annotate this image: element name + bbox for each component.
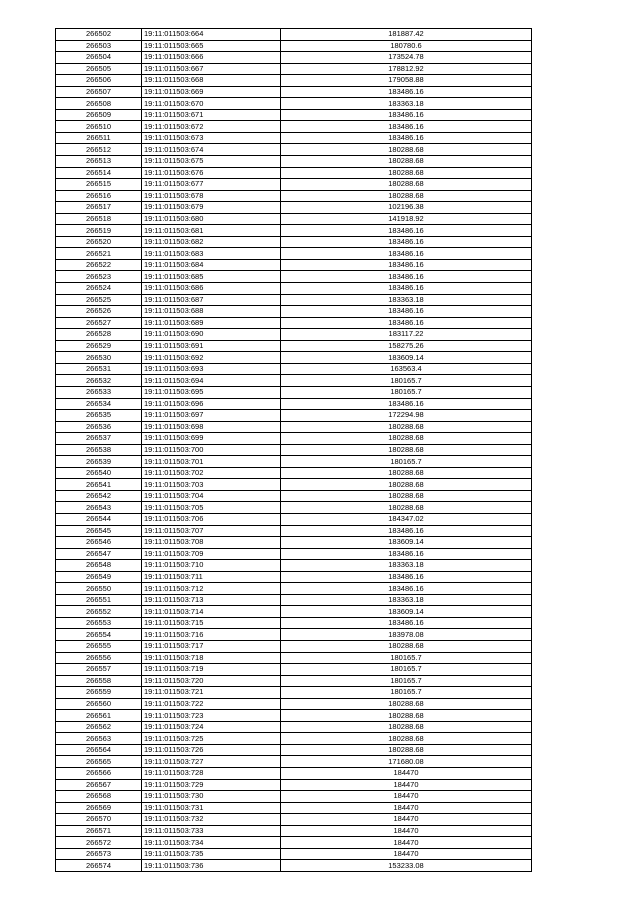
value-cell: 163563.4 (281, 363, 532, 375)
row-number-cell: 266514 (56, 167, 142, 179)
cadastral-number-cell: 19:11:011503:708 (142, 537, 281, 549)
table-row (56, 652, 532, 664)
row-number-cell: 266537 (56, 433, 142, 445)
table-row (56, 306, 532, 318)
row-number-cell: 266544 (56, 513, 142, 525)
value-cell: 153233.08 (281, 860, 532, 872)
table-row (56, 490, 532, 502)
value-cell: 180288.68 (281, 444, 532, 456)
row-number-cell: 266510 (56, 121, 142, 133)
value-cell: 183486.16 (281, 617, 532, 629)
table-row (56, 791, 532, 803)
row-number-cell: 266572 (56, 837, 142, 849)
cadastral-number-cell: 19:11:011503:676 (142, 167, 281, 179)
value-cell: 183486.16 (281, 317, 532, 329)
value-cell: 180288.68 (281, 421, 532, 433)
cadastral-number-cell: 19:11:011503:732 (142, 814, 281, 826)
cadastral-number-cell: 19:11:011503:685 (142, 271, 281, 283)
row-number-cell: 266526 (56, 306, 142, 318)
table-row (56, 271, 532, 283)
row-number-cell: 266502 (56, 29, 142, 41)
row-number-cell: 266553 (56, 617, 142, 629)
cadastral-number-cell: 19:11:011503:731 (142, 802, 281, 814)
table-row (56, 802, 532, 814)
cadastral-number-cell: 19:11:011503:677 (142, 179, 281, 191)
table-row (56, 768, 532, 780)
cadastral-number-cell: 19:11:011503:674 (142, 144, 281, 156)
value-cell: 183486.16 (281, 271, 532, 283)
row-number-cell: 266541 (56, 479, 142, 491)
value-cell: 180288.68 (281, 640, 532, 652)
value-cell: 180288.68 (281, 144, 532, 156)
cadastral-number-cell: 19:11:011503:664 (142, 29, 281, 41)
row-number-cell: 266538 (56, 444, 142, 456)
row-number-cell: 266573 (56, 848, 142, 860)
cadastral-number-cell: 19:11:011503:710 (142, 560, 281, 572)
row-number-cell: 266528 (56, 329, 142, 341)
cadastral-number-cell: 19:11:011503:706 (142, 513, 281, 525)
row-number-cell: 266574 (56, 860, 142, 872)
value-cell: 183486.16 (281, 583, 532, 595)
table-row (56, 121, 532, 133)
table-row (56, 132, 532, 144)
cadastral-number-cell: 19:11:011503:665 (142, 40, 281, 52)
value-cell: 180288.68 (281, 744, 532, 756)
table-row (56, 259, 532, 271)
cadastral-number-cell: 19:11:011503:727 (142, 756, 281, 768)
table-row (56, 617, 532, 629)
table-row (56, 594, 532, 606)
table-row (56, 317, 532, 329)
cadastral-number-cell: 19:11:011503:699 (142, 433, 281, 445)
row-number-cell: 266529 (56, 340, 142, 352)
value-cell: 180165.7 (281, 675, 532, 687)
value-cell: 180288.68 (281, 179, 532, 191)
value-cell: 184347.02 (281, 513, 532, 525)
cadastral-number-cell: 19:11:011503:700 (142, 444, 281, 456)
cadastral-number-cell: 19:11:011503:675 (142, 156, 281, 168)
cadastral-number-cell: 19:11:011503:725 (142, 733, 281, 745)
value-cell: 180288.68 (281, 467, 532, 479)
table-row (56, 479, 532, 491)
cadastral-number-cell: 19:11:011503:716 (142, 629, 281, 641)
row-number-cell: 266518 (56, 213, 142, 225)
value-cell: 102196.38 (281, 202, 532, 214)
cadastral-number-cell: 19:11:011503:667 (142, 63, 281, 75)
table-row (56, 837, 532, 849)
cadastral-number-cell: 19:11:011503:698 (142, 421, 281, 433)
table-row (56, 571, 532, 583)
value-cell: 180288.68 (281, 733, 532, 745)
value-cell: 183486.16 (281, 86, 532, 98)
row-number-cell: 266562 (56, 721, 142, 733)
cadastral-number-cell: 19:11:011503:690 (142, 329, 281, 341)
row-number-cell: 266504 (56, 52, 142, 64)
value-cell: 183363.18 (281, 98, 532, 110)
row-number-cell: 266569 (56, 802, 142, 814)
value-cell: 183486.16 (281, 121, 532, 133)
cadastral-number-cell: 19:11:011503:704 (142, 490, 281, 502)
value-cell: 184470 (281, 814, 532, 826)
value-cell: 173524.78 (281, 52, 532, 64)
cadastral-number-cell: 19:11:011503:705 (142, 502, 281, 514)
value-cell: 180288.68 (281, 698, 532, 710)
cadastral-number-cell: 19:11:011503:714 (142, 606, 281, 618)
table-row (56, 444, 532, 456)
table-row (56, 583, 532, 595)
value-cell: 183609.14 (281, 606, 532, 618)
value-cell: 180780.6 (281, 40, 532, 52)
value-cell: 184470 (281, 791, 532, 803)
table-row (56, 744, 532, 756)
table-row (56, 756, 532, 768)
row-number-cell: 266546 (56, 537, 142, 549)
row-number-cell: 266534 (56, 398, 142, 410)
value-cell: 184470 (281, 848, 532, 860)
value-cell: 180288.68 (281, 721, 532, 733)
table-row (56, 502, 532, 514)
table-row (56, 40, 532, 52)
value-cell: 183486.16 (281, 259, 532, 271)
row-number-cell: 266567 (56, 779, 142, 791)
value-cell: 183486.16 (281, 132, 532, 144)
cadastral-number-cell: 19:11:011503:703 (142, 479, 281, 491)
cadastral-number-cell: 19:11:011503:728 (142, 768, 281, 780)
row-number-cell: 266523 (56, 271, 142, 283)
value-cell: 180288.68 (281, 433, 532, 445)
value-cell: 183363.18 (281, 594, 532, 606)
cadastral-number-cell: 19:11:011503:682 (142, 236, 281, 248)
table-row (56, 363, 532, 375)
value-cell: 178812.92 (281, 63, 532, 75)
value-cell: 183363.18 (281, 294, 532, 306)
value-cell: 180165.7 (281, 664, 532, 676)
cadastral-number-cell: 19:11:011503:691 (142, 340, 281, 352)
value-cell: 158275.26 (281, 340, 532, 352)
table-row (56, 144, 532, 156)
value-cell: 180288.68 (281, 490, 532, 502)
value-cell: 183117.22 (281, 329, 532, 341)
cadastral-number-cell: 19:11:011503:736 (142, 860, 281, 872)
table-row (56, 664, 532, 676)
table-row (56, 560, 532, 572)
table-row (56, 779, 532, 791)
row-number-cell: 266517 (56, 202, 142, 214)
row-number-cell: 266547 (56, 548, 142, 560)
table-row (56, 606, 532, 618)
cadastral-number-cell: 19:11:011503:668 (142, 75, 281, 87)
row-number-cell: 266554 (56, 629, 142, 641)
table-row (56, 629, 532, 641)
value-cell: 183486.16 (281, 225, 532, 237)
cadastral-number-cell: 19:11:011503:692 (142, 352, 281, 364)
value-cell: 183363.18 (281, 560, 532, 572)
cadastral-number-cell: 19:11:011503:721 (142, 687, 281, 699)
table-row (56, 640, 532, 652)
value-cell: 183486.16 (281, 398, 532, 410)
cadastral-value-table (55, 28, 532, 872)
cadastral-number-cell: 19:11:011503:707 (142, 525, 281, 537)
cadastral-number-cell: 19:11:011503:689 (142, 317, 281, 329)
row-number-cell: 266543 (56, 502, 142, 514)
cadastral-number-cell: 19:11:011503:724 (142, 721, 281, 733)
cadastral-number-cell: 19:11:011503:697 (142, 410, 281, 422)
value-cell: 180165.7 (281, 456, 532, 468)
value-cell: 180165.7 (281, 386, 532, 398)
row-number-cell: 266513 (56, 156, 142, 168)
table-row (56, 721, 532, 733)
row-number-cell: 266566 (56, 768, 142, 780)
cadastral-number-cell: 19:11:011503:729 (142, 779, 281, 791)
table-row (56, 294, 532, 306)
table-row (56, 109, 532, 121)
value-cell: 183486.16 (281, 306, 532, 318)
table-row (56, 733, 532, 745)
row-number-cell: 266549 (56, 571, 142, 583)
value-cell: 183609.14 (281, 352, 532, 364)
row-number-cell: 266565 (56, 756, 142, 768)
cadastral-number-cell: 19:11:011503:712 (142, 583, 281, 595)
cadastral-number-cell: 19:11:011503:718 (142, 652, 281, 664)
table-row (56, 340, 532, 352)
table-row (56, 710, 532, 722)
row-number-cell: 266511 (56, 132, 142, 144)
cadastral-number-cell: 19:11:011503:666 (142, 52, 281, 64)
cadastral-number-cell: 19:11:011503:715 (142, 617, 281, 629)
row-number-cell: 266515 (56, 179, 142, 191)
cadastral-number-cell: 19:11:011503:733 (142, 825, 281, 837)
table-row (56, 456, 532, 468)
table-row (56, 156, 532, 168)
value-cell: 183486.16 (281, 548, 532, 560)
row-number-cell: 266505 (56, 63, 142, 75)
value-cell: 183978.08 (281, 629, 532, 641)
value-cell: 179058.88 (281, 75, 532, 87)
cadastral-number-cell: 19:11:011503:695 (142, 386, 281, 398)
cadastral-number-cell: 19:11:011503:680 (142, 213, 281, 225)
row-number-cell: 266557 (56, 664, 142, 676)
table-row (56, 548, 532, 560)
cadastral-number-cell: 19:11:011503:678 (142, 190, 281, 202)
cadastral-number-cell: 19:11:011503:683 (142, 248, 281, 260)
value-cell: 183486.16 (281, 525, 532, 537)
value-cell: 180288.68 (281, 479, 532, 491)
value-cell: 180288.68 (281, 710, 532, 722)
row-number-cell: 266545 (56, 525, 142, 537)
cadastral-number-cell: 19:11:011503:681 (142, 225, 281, 237)
value-cell: 183486.16 (281, 248, 532, 260)
value-cell: 171680.08 (281, 756, 532, 768)
row-number-cell: 266527 (56, 317, 142, 329)
value-cell: 180288.68 (281, 502, 532, 514)
value-cell: 180288.68 (281, 167, 532, 179)
cadastral-number-cell: 19:11:011503:696 (142, 398, 281, 410)
row-number-cell: 266516 (56, 190, 142, 202)
row-number-cell: 266536 (56, 421, 142, 433)
table-row (56, 29, 532, 41)
table-row (56, 225, 532, 237)
table-row (56, 386, 532, 398)
cadastral-number-cell: 19:11:011503:730 (142, 791, 281, 803)
table-row (56, 860, 532, 872)
row-number-cell: 266530 (56, 352, 142, 364)
value-cell: 184470 (281, 825, 532, 837)
table-row (56, 190, 532, 202)
cadastral-number-cell: 19:11:011503:672 (142, 121, 281, 133)
cadastral-number-cell: 19:11:011503:709 (142, 548, 281, 560)
value-cell: 141918.92 (281, 213, 532, 225)
cadastral-number-cell: 19:11:011503:720 (142, 675, 281, 687)
cadastral-number-cell: 19:11:011503:679 (142, 202, 281, 214)
table-row (56, 179, 532, 191)
cadastral-number-cell: 19:11:011503:711 (142, 571, 281, 583)
cadastral-number-cell: 19:11:011503:734 (142, 837, 281, 849)
row-number-cell: 266563 (56, 733, 142, 745)
table-row (56, 467, 532, 479)
cadastral-number-cell: 19:11:011503:713 (142, 594, 281, 606)
cadastral-number-cell: 19:11:011503:686 (142, 283, 281, 295)
value-cell: 180288.68 (281, 156, 532, 168)
cadastral-number-cell: 19:11:011503:722 (142, 698, 281, 710)
cadastral-number-cell: 19:11:011503:688 (142, 306, 281, 318)
row-number-cell: 266525 (56, 294, 142, 306)
value-cell: 180288.68 (281, 190, 532, 202)
table-row (56, 86, 532, 98)
table-row (56, 329, 532, 341)
value-cell: 184470 (281, 768, 532, 780)
table-row (56, 410, 532, 422)
cadastral-number-cell: 19:11:011503:693 (142, 363, 281, 375)
value-cell: 181887.42 (281, 29, 532, 41)
table-row (56, 202, 532, 214)
row-number-cell: 266531 (56, 363, 142, 375)
value-cell: 183486.16 (281, 109, 532, 121)
row-number-cell: 266512 (56, 144, 142, 156)
cadastral-number-cell: 19:11:011503:719 (142, 664, 281, 676)
cadastral-number-cell: 19:11:011503:701 (142, 456, 281, 468)
table-row (56, 52, 532, 64)
table-row (56, 398, 532, 410)
table-row (56, 352, 532, 364)
row-number-cell: 266506 (56, 75, 142, 87)
row-number-cell: 266542 (56, 490, 142, 502)
row-number-cell: 266507 (56, 86, 142, 98)
table-row (56, 513, 532, 525)
cadastral-number-cell: 19:11:011503:723 (142, 710, 281, 722)
row-number-cell: 266533 (56, 386, 142, 398)
row-number-cell: 266550 (56, 583, 142, 595)
cadastral-number-cell: 19:11:011503:687 (142, 294, 281, 306)
cadastral-number-cell: 19:11:011503:669 (142, 86, 281, 98)
cadastral-number-cell: 19:11:011503:694 (142, 375, 281, 387)
row-number-cell: 266570 (56, 814, 142, 826)
table-row (56, 75, 532, 87)
cadastral-number-cell: 19:11:011503:735 (142, 848, 281, 860)
row-number-cell: 266508 (56, 98, 142, 110)
row-number-cell: 266558 (56, 675, 142, 687)
row-number-cell: 266535 (56, 410, 142, 422)
row-number-cell: 266555 (56, 640, 142, 652)
table-row (56, 698, 532, 710)
row-number-cell: 266532 (56, 375, 142, 387)
cadastral-number-cell: 19:11:011503:671 (142, 109, 281, 121)
table-row (56, 63, 532, 75)
cadastral-number-cell: 19:11:011503:702 (142, 467, 281, 479)
row-number-cell: 266564 (56, 744, 142, 756)
row-number-cell: 266539 (56, 456, 142, 468)
row-number-cell: 266551 (56, 594, 142, 606)
value-cell: 183486.16 (281, 283, 532, 295)
table-row (56, 375, 532, 387)
cadastral-number-cell: 19:11:011503:670 (142, 98, 281, 110)
table-row (56, 98, 532, 110)
row-number-cell: 266521 (56, 248, 142, 260)
value-cell: 180165.7 (281, 652, 532, 664)
table-row (56, 525, 532, 537)
table-body (56, 29, 532, 872)
row-number-cell: 266560 (56, 698, 142, 710)
row-number-cell: 266519 (56, 225, 142, 237)
value-cell: 183486.16 (281, 571, 532, 583)
table-row (56, 283, 532, 295)
table-row (56, 814, 532, 826)
table-row (56, 236, 532, 248)
table-row (56, 167, 532, 179)
table-row (56, 248, 532, 260)
row-number-cell: 266503 (56, 40, 142, 52)
row-number-cell: 266509 (56, 109, 142, 121)
table-row (56, 848, 532, 860)
value-cell: 184470 (281, 802, 532, 814)
value-cell: 184470 (281, 837, 532, 849)
row-number-cell: 266520 (56, 236, 142, 248)
table-row (56, 421, 532, 433)
row-number-cell: 266552 (56, 606, 142, 618)
table-row (56, 825, 532, 837)
row-number-cell: 266556 (56, 652, 142, 664)
row-number-cell: 266540 (56, 467, 142, 479)
cadastral-number-cell: 19:11:011503:726 (142, 744, 281, 756)
value-cell: 172294.98 (281, 410, 532, 422)
value-cell: 184470 (281, 779, 532, 791)
cadastral-number-cell: 19:11:011503:717 (142, 640, 281, 652)
row-number-cell: 266568 (56, 791, 142, 803)
row-number-cell: 266524 (56, 283, 142, 295)
value-cell: 180165.7 (281, 687, 532, 699)
row-number-cell: 266548 (56, 560, 142, 572)
table-row (56, 537, 532, 549)
table-row (56, 433, 532, 445)
row-number-cell: 266561 (56, 710, 142, 722)
cadastral-number-cell: 19:11:011503:673 (142, 132, 281, 144)
table-row (56, 687, 532, 699)
cadastral-number-cell: 19:11:011503:684 (142, 259, 281, 271)
value-cell: 183609.14 (281, 537, 532, 549)
value-cell: 183486.16 (281, 236, 532, 248)
table-row (56, 213, 532, 225)
value-cell: 180165.7 (281, 375, 532, 387)
table-row (56, 675, 532, 687)
row-number-cell: 266522 (56, 259, 142, 271)
row-number-cell: 266559 (56, 687, 142, 699)
row-number-cell: 266571 (56, 825, 142, 837)
